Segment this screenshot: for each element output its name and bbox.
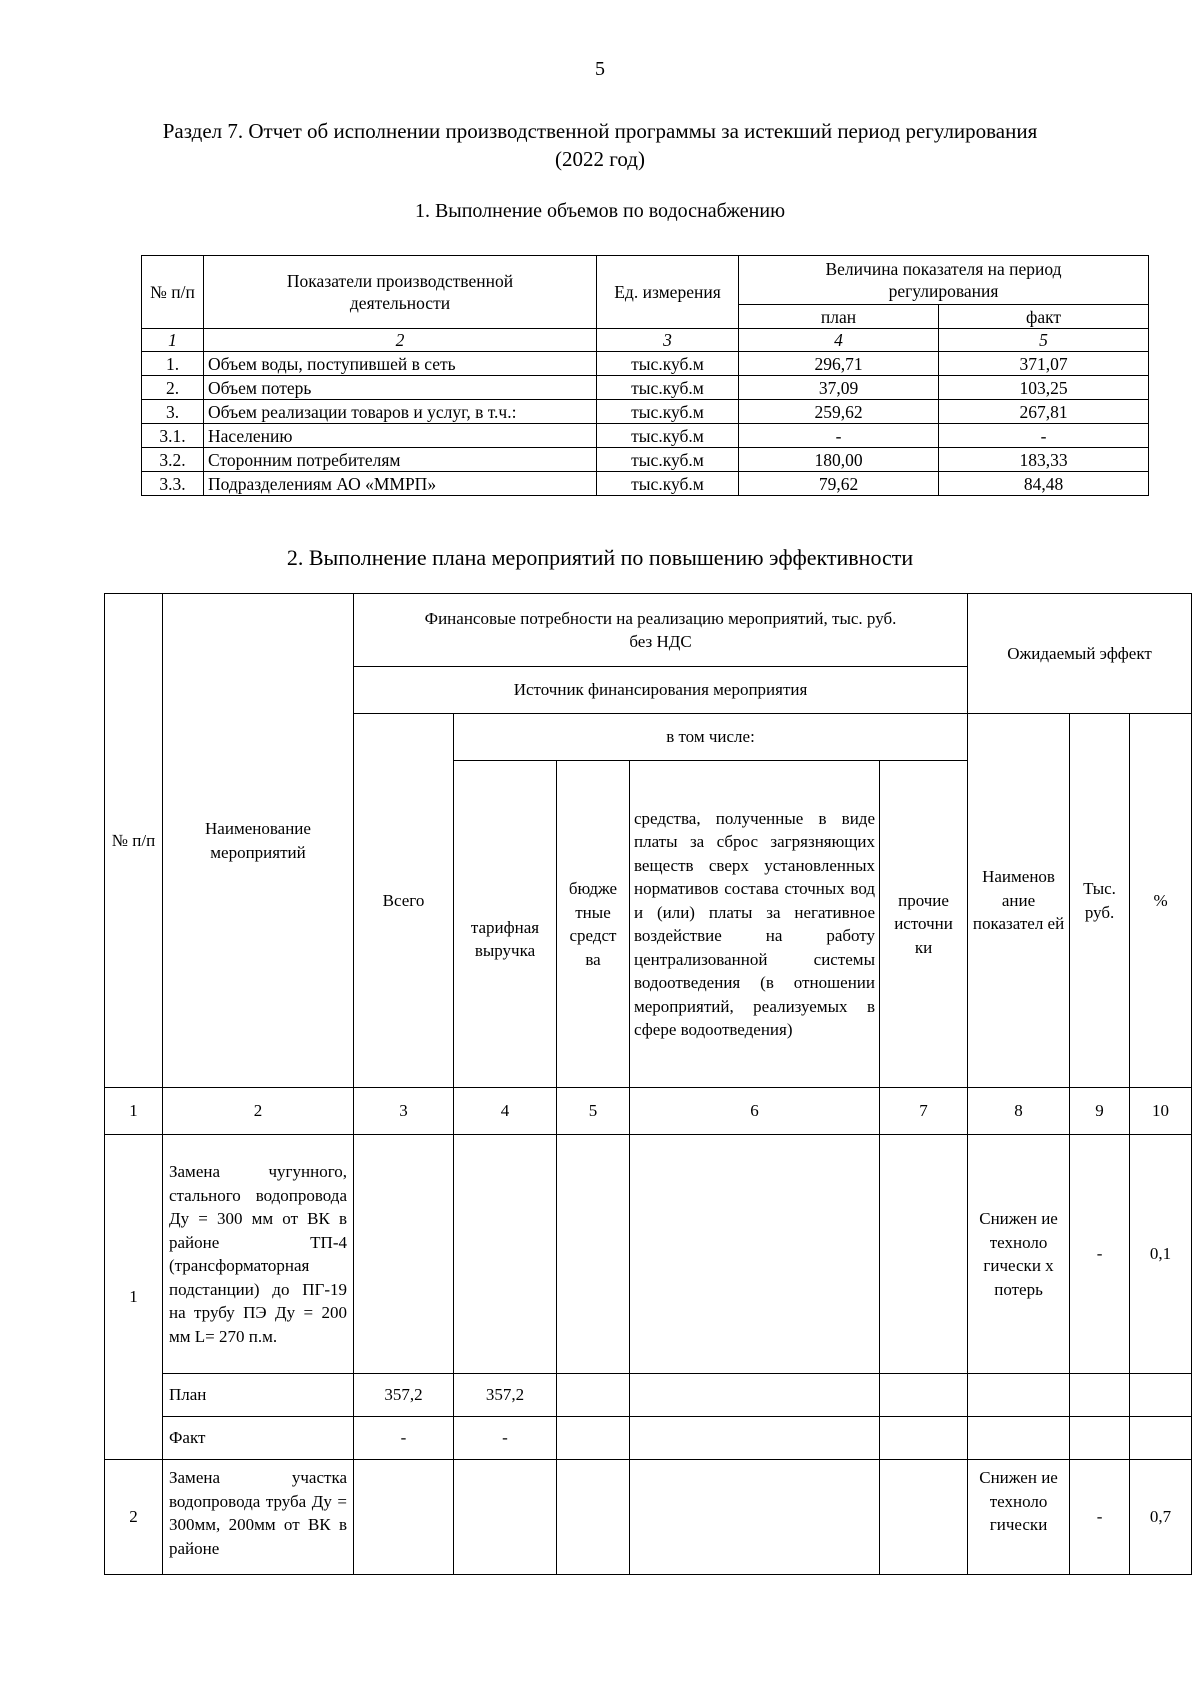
t1-index-cell: 1 bbox=[142, 329, 204, 352]
row-fact: 267,81 bbox=[939, 400, 1149, 424]
t1-index-cell: 3 bbox=[597, 329, 739, 352]
t2-index-cell: 10 bbox=[1130, 1088, 1192, 1135]
row-plan: 259,62 bbox=[739, 400, 939, 424]
table-row bbox=[142, 448, 1149, 472]
item-effect-rub: - bbox=[1070, 1460, 1130, 1575]
t2-index-cell: 7 bbox=[880, 1088, 968, 1135]
item-effect-name: Снижен ие техноло гически bbox=[968, 1460, 1070, 1575]
fact-total: - bbox=[354, 1417, 454, 1460]
plan-tariff: 357,2 bbox=[454, 1374, 557, 1417]
t1-index-cell: 2 bbox=[204, 329, 597, 352]
row-plan: 79,62 bbox=[739, 472, 939, 496]
item-effect-pct: 0,7 bbox=[1130, 1460, 1192, 1575]
row-name: Объем потерь bbox=[204, 376, 597, 400]
row-fact: 84,48 bbox=[939, 472, 1149, 496]
row-num: 3.2. bbox=[142, 448, 204, 472]
table-row bbox=[142, 472, 1149, 496]
t2-index-cell: 8 bbox=[968, 1088, 1070, 1135]
t2-header-name: Наименование мероприятий bbox=[163, 594, 354, 1088]
row-unit: тыс.куб.м bbox=[597, 400, 739, 424]
t2-header-budget: бюдже тные средст ва bbox=[557, 761, 630, 1088]
row-fact: 103,25 bbox=[939, 376, 1149, 400]
plan-total: 357,2 bbox=[354, 1374, 454, 1417]
section-title-line-2: (2022 год) bbox=[555, 147, 645, 171]
table-row bbox=[105, 1460, 1192, 1575]
row-unit: тыс.куб.м bbox=[597, 424, 739, 448]
row-fact: 183,33 bbox=[939, 448, 1149, 472]
row-num: 3.1. bbox=[142, 424, 204, 448]
row-plan: 180,00 bbox=[739, 448, 939, 472]
section-title-line-1: Раздел 7. Отчет об исполнении производственной программы за истекший период регулирования bbox=[162, 119, 1038, 143]
item-effect-rub: - bbox=[1070, 1135, 1130, 1374]
item-budget bbox=[557, 1135, 630, 1374]
row-num: 3.3. bbox=[142, 472, 204, 496]
table-row bbox=[142, 424, 1149, 448]
row-name: Сторонним потребителям bbox=[204, 448, 597, 472]
t2-index-cell: 1 bbox=[105, 1088, 163, 1135]
fact-label: Факт bbox=[163, 1417, 354, 1460]
t2-index-cell: 6 bbox=[630, 1088, 880, 1135]
t1-index-cell: 4 bbox=[739, 329, 939, 352]
row-fact: 371,07 bbox=[939, 352, 1149, 376]
table2-title: 2. Выполнение плана мероприятий по повышению эффективности bbox=[286, 545, 914, 570]
t2-header-total: Всего bbox=[354, 714, 454, 1088]
table-row bbox=[142, 400, 1149, 424]
section-title bbox=[100, 117, 1100, 173]
t1-header-plan: план bbox=[739, 305, 939, 329]
t2-index-cell: 3 bbox=[354, 1088, 454, 1135]
row-num: 3. bbox=[142, 400, 204, 424]
row-plan: 37,09 bbox=[739, 376, 939, 400]
table-row bbox=[105, 1374, 1192, 1417]
item-effect-name: Снижен ие техноло гически х потерь bbox=[968, 1135, 1070, 1374]
row-num: 2. bbox=[142, 376, 204, 400]
table1-title: 1. Выполнение объемов по водоснабжению bbox=[414, 200, 786, 222]
table-row bbox=[105, 1417, 1192, 1460]
t2-index-cell: 2 bbox=[163, 1088, 354, 1135]
t1-header-num: № п/п bbox=[142, 256, 204, 329]
row-name: Населению bbox=[204, 424, 597, 448]
t1-header-unit: Ед. измерения bbox=[597, 256, 739, 329]
water-supply-volumes-table bbox=[141, 255, 1149, 496]
table-row bbox=[142, 376, 1149, 400]
t1-header-fact: факт bbox=[939, 305, 1149, 329]
page-number: 5 bbox=[595, 58, 605, 80]
row-name: Объем реализации товаров и услуг, в т.ч.: bbox=[204, 400, 597, 424]
item-name: Замена участка водопровода труба Ду = 300мм, 200мм от ВК в районе bbox=[163, 1460, 354, 1575]
row-plan: 296,71 bbox=[739, 352, 939, 376]
t1-header-value: Величина показателя на период регулирования bbox=[739, 256, 1149, 305]
row-unit: тыс.куб.м bbox=[597, 352, 739, 376]
t1-header-indicator: Показатели производственной деятельности bbox=[204, 256, 597, 329]
item-num: 2 bbox=[105, 1460, 163, 1575]
t2-header-effect-rub: Тыс. руб. bbox=[1070, 714, 1130, 1088]
t2-header-effect-pct: % bbox=[1130, 714, 1192, 1088]
t2-index-cell: 9 bbox=[1070, 1088, 1130, 1135]
row-name: Объем воды, поступившей в сеть bbox=[204, 352, 597, 376]
t2-header-including: в том числе: bbox=[454, 714, 968, 761]
fact-tariff: - bbox=[454, 1417, 557, 1460]
t2-header-other: прочие источни ки bbox=[880, 761, 968, 1088]
t2-header-effect-name: Наименов ание показател ей bbox=[968, 714, 1070, 1088]
item-num: 1 bbox=[105, 1135, 163, 1460]
efficiency-measures-table bbox=[104, 593, 1192, 1575]
row-fact: - bbox=[939, 424, 1149, 448]
t2-index-cell: 5 bbox=[557, 1088, 630, 1135]
item-total bbox=[354, 1135, 454, 1374]
row-plan: - bbox=[739, 424, 939, 448]
row-name: Подразделениям АО «ММРП» bbox=[204, 472, 597, 496]
t2-header-num: № п/п bbox=[105, 594, 163, 1088]
item-funds bbox=[630, 1135, 880, 1374]
item-other bbox=[880, 1135, 968, 1374]
row-unit: тыс.куб.м bbox=[597, 472, 739, 496]
t2-index-cell: 4 bbox=[454, 1088, 557, 1135]
table-row bbox=[105, 1135, 1192, 1374]
row-unit: тыс.куб.м bbox=[597, 376, 739, 400]
table-row bbox=[142, 352, 1149, 376]
row-unit: тыс.куб.м bbox=[597, 448, 739, 472]
t2-header-source: Источник финансирования мероприятия bbox=[354, 667, 968, 714]
t2-header-financial: Финансовые потребности на реализацию мероприятий, тыс. руб. без НДС bbox=[354, 594, 968, 667]
item-effect-pct: 0,1 bbox=[1130, 1135, 1192, 1374]
plan-label: План bbox=[163, 1374, 354, 1417]
t1-index-cell: 5 bbox=[939, 329, 1149, 352]
t2-header-tariff: тарифная выручка bbox=[454, 761, 557, 1088]
t2-header-effect: Ожидаемый эффект bbox=[968, 594, 1192, 714]
row-num: 1. bbox=[142, 352, 204, 376]
item-tariff bbox=[454, 1135, 557, 1374]
item-name: Замена чугунного, стального водопровода Ду = 300 мм от ВК в районе ТП-4 (трансформаторная подстанции) до ПГ-19 на трубу ПЭ Ду = 200 мм L= 270 п.м. bbox=[163, 1135, 354, 1374]
t2-header-funds: средства, полученные в виде платы за сброс загрязняющих веществ сверх установленных нормативов состава сточных вод и (или) платы за негативное воздействие на работу централизованной системы водоотведения (в отношении мероприятий, реализуемых в сфере водоотведения) bbox=[630, 761, 880, 1088]
